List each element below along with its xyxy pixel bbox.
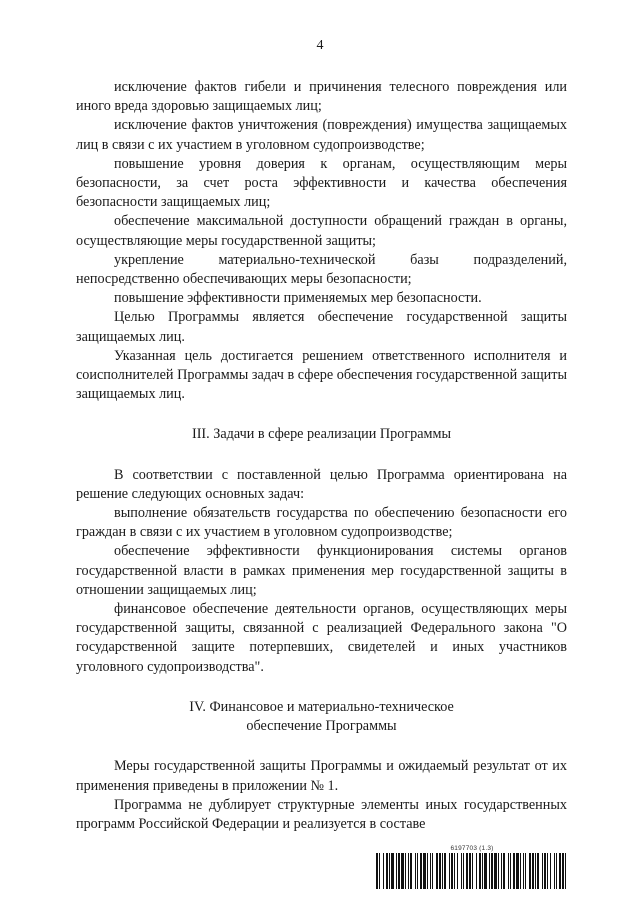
paragraph: исключение фактов гибели и причинения телесного повреждения или иного вреда здоровью защищаемых лиц; [76,79,567,115]
paragraph: финансовое обеспечение деятельности органов, осуществляющих меры государственной защиты, связанной с реализацией Федерального закона "О государственной защите потерпевших, свидетелей и иных участников уголовного судопроизводства". [76,601,567,675]
paragraph: Программа не дублирует структурные элементы иных государственных программ Российской Федерации и реализуется в составе [76,796,567,832]
paragraph: обеспечение максимальной доступности обращений граждан в органы, осуществляющие меры государственной защиты; [76,213,567,249]
document-body [76,78,567,834]
paragraph: повышение уровня доверия к органам, осуществляющим меры безопасности, за счет роста эффективности и качества обеспечения безопасности защищаемых лиц; [76,155,567,211]
paragraph: исключение фактов уничтожения (повреждения) имущества защищаемых лиц в связи с их участием в уголовном судопроизводстве; [76,117,567,153]
paragraph: повышение эффективности применяемых мер безопасности. [114,290,482,307]
section-heading-4-line1: IV. Финансовое и материально-техническое [189,698,454,715]
page-number: 4 [316,38,324,53]
paragraph: Меры государственной защиты Программы и ожидаемый результат от их применения приведены в приложении № 1. [76,758,567,794]
section-heading-4-line2: обеспечение Программы [246,718,397,735]
paragraph: обеспечение эффективности функционирования системы органов государственной власти в рамках применения мер государственной защиты в отношении защищаемых лиц; [76,543,567,598]
barcode-block [376,845,568,889]
section-heading-3: III. Задачи в сфере реализации Программы [191,426,452,443]
paragraph: Указанная цель достигается решением ответственного исполнителя и соисполнителей Программы задач в сфере обеспечения государственной защиты защищаемых лиц. [76,347,567,403]
paragraph: укрепление материально-технической базы подразделений, непосредственно обеспечивающих меры безопасности; [76,251,567,288]
barcode-code: 6197703 (1.3) [450,845,494,852]
barcode-icon [376,853,568,889]
paragraph: В соответствии с поставленной целью Программа ориентирована на решение следующих основных задач: [76,466,567,502]
paragraph: выполнение обязательств государства по обеспечению безопасности его граждан в связи с их участием в уголовном судопроизводстве; [76,505,567,541]
paragraph: Целью Программы является обеспечение государственной защиты защищаемых лиц. [76,309,567,345]
